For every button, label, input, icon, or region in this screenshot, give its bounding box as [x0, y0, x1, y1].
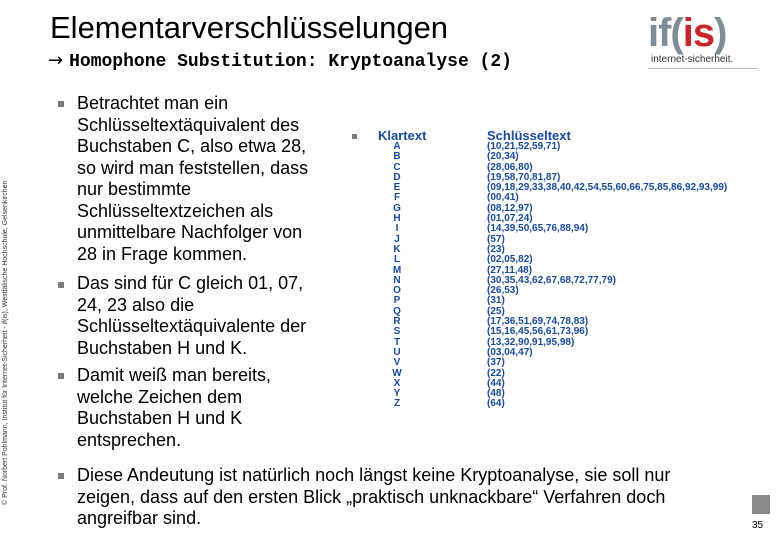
klartext-letter: X — [393, 377, 401, 389]
schluesseltext-code: (22) — [487, 367, 505, 379]
bullet-icon — [58, 373, 64, 379]
klartext-letter: T — [393, 336, 401, 348]
header-schluesseltext: Schlüsseltext — [487, 128, 571, 143]
klartext-letter: H — [393, 213, 401, 225]
klartext-letter: D — [393, 171, 401, 183]
schluesseltext-code: (01,07,24) — [487, 213, 533, 225]
schluesseltext-code: (28,06,80) — [487, 161, 533, 173]
schluesseltext-code: (14,39,50,65,76,88,94) — [487, 223, 589, 235]
klartext-letter: S — [393, 326, 401, 338]
klartext-letter: F — [393, 192, 401, 204]
copyright-vertical: © Prof. Norbert Pohlmann, Institut für Internet-Sicherheit - if(is), Westfälische Hochschule, Gelsenkirchen — [2, 180, 9, 505]
bullet-icon — [352, 134, 357, 139]
klartext-letter: R — [393, 316, 401, 328]
schluesseltext-code: (48) — [487, 388, 505, 400]
schluesseltext-code: (57) — [487, 233, 505, 245]
klartext-letter: V — [393, 357, 401, 369]
klartext-letter: Q — [393, 305, 401, 317]
schluesseltext-code: (08,12,97) — [487, 202, 533, 214]
corner-marker — [752, 495, 770, 514]
schluesseltext-code: (23) — [487, 243, 505, 255]
bullet-paragraph-4: Diese Andeutung ist natürlich noch längst keine Kryptoanalyse, sie soll nur zeigen, dass auf den ersten Blick „praktisch unknackbare“ Verfahren doch angreifbar sind. — [77, 465, 671, 528]
klartext-letter: N — [393, 274, 401, 286]
bullet-paragraph-1: Betrachtet man ein Schlüsseltextäquivalent des Buchstaben C, also etwa 28, so wird man feststellen, dass nur bestimmte Schlüsseltextzeichen als unmittelbare Nachfolger von 28 in Frage kommen. — [77, 93, 309, 264]
klartext-letter: P — [393, 295, 401, 307]
schluesseltext-code: (02,05,82) — [487, 254, 533, 266]
logo-wordmark: if(is) — [648, 11, 727, 55]
schluesseltext-code: (00,41) — [487, 192, 519, 204]
slide-subtitle — [48, 50, 512, 72]
klartext-letter: E — [393, 182, 401, 194]
klartext-letter: J — [394, 233, 400, 245]
logo-subtext: internet-sicherheit. — [651, 54, 734, 65]
bullet-icon — [58, 473, 64, 479]
logo-divider — [648, 68, 758, 69]
header-klartext: Klartext — [378, 128, 427, 143]
klartext-letter: G — [393, 202, 401, 214]
bullet-paragraph-2: Das sind für C gleich 01, 07, 24, 23 also die Schlüsseltextäquivalente der Buchstaben H und K. — [77, 273, 307, 358]
klartext-letter: M — [392, 264, 402, 276]
schluesseltext-code: (64) — [487, 398, 505, 410]
schluesseltext-code: (30,35,43,62,67,68,72,77,79) — [487, 274, 616, 286]
ifis-logo — [648, 8, 758, 70]
klartext-letter: I — [395, 223, 399, 235]
bullet-icon — [58, 101, 64, 107]
klartext-letter: A — [393, 141, 401, 152]
schluesseltext-code: (31) — [487, 295, 505, 307]
klartext-letter: W — [392, 367, 402, 379]
klartext-letter: L — [393, 254, 401, 266]
klartext-letter: K — [393, 243, 401, 255]
schluesseltext-code: (20,34) — [487, 151, 519, 163]
klartext-column — [390, 142, 404, 410]
klartext-letter: C — [393, 161, 401, 173]
slide-title: Elementarverschlüsselungen — [50, 10, 449, 45]
bullet-icon — [58, 282, 64, 288]
klartext-letter: Y — [393, 388, 401, 400]
schluesseltext-code: (17,36,51,69,74,78,83) — [487, 316, 589, 328]
subtitle-text: Homophone Substitution: Kryptoanalyse (2) — [69, 52, 512, 72]
schluesseltext-code: (25) — [487, 305, 505, 317]
schluesseltext-code: (44) — [487, 377, 505, 389]
page-number: 35 — [752, 520, 764, 531]
schluesseltext-code: (13,32,90,91,95,98) — [487, 336, 575, 348]
schluesseltext-code: (10,21,52,59,71) — [487, 141, 561, 152]
schluesseltext-code: (09,18,29,33,38,40,42,54,55,60,66,75,85,86,92,93,99) — [487, 182, 728, 194]
klartext-letter: O — [393, 285, 401, 297]
schluesseltext-code: (19,58,70,81,87) — [487, 171, 561, 183]
klartext-letter: B — [393, 151, 401, 163]
schluesseltext-code: (26,53) — [487, 285, 519, 297]
schluesseltext-code: (37) — [487, 357, 505, 369]
schluesseltext-code: (27,11,48) — [487, 264, 533, 276]
schluesseltext-column — [487, 142, 727, 410]
schluesseltext-code: (03,04,47) — [487, 346, 533, 358]
klartext-letter: U — [393, 346, 401, 358]
bullet-paragraph-3: Damit weiß man bereits, welche Zeichen dem Buchstaben H und K entsprechen. — [77, 365, 272, 450]
arrow-right-icon: → — [48, 50, 64, 71]
klartext-letter: Z — [393, 398, 401, 410]
schluesseltext-code: (15,16,45,56,61,73,96) — [487, 326, 589, 338]
